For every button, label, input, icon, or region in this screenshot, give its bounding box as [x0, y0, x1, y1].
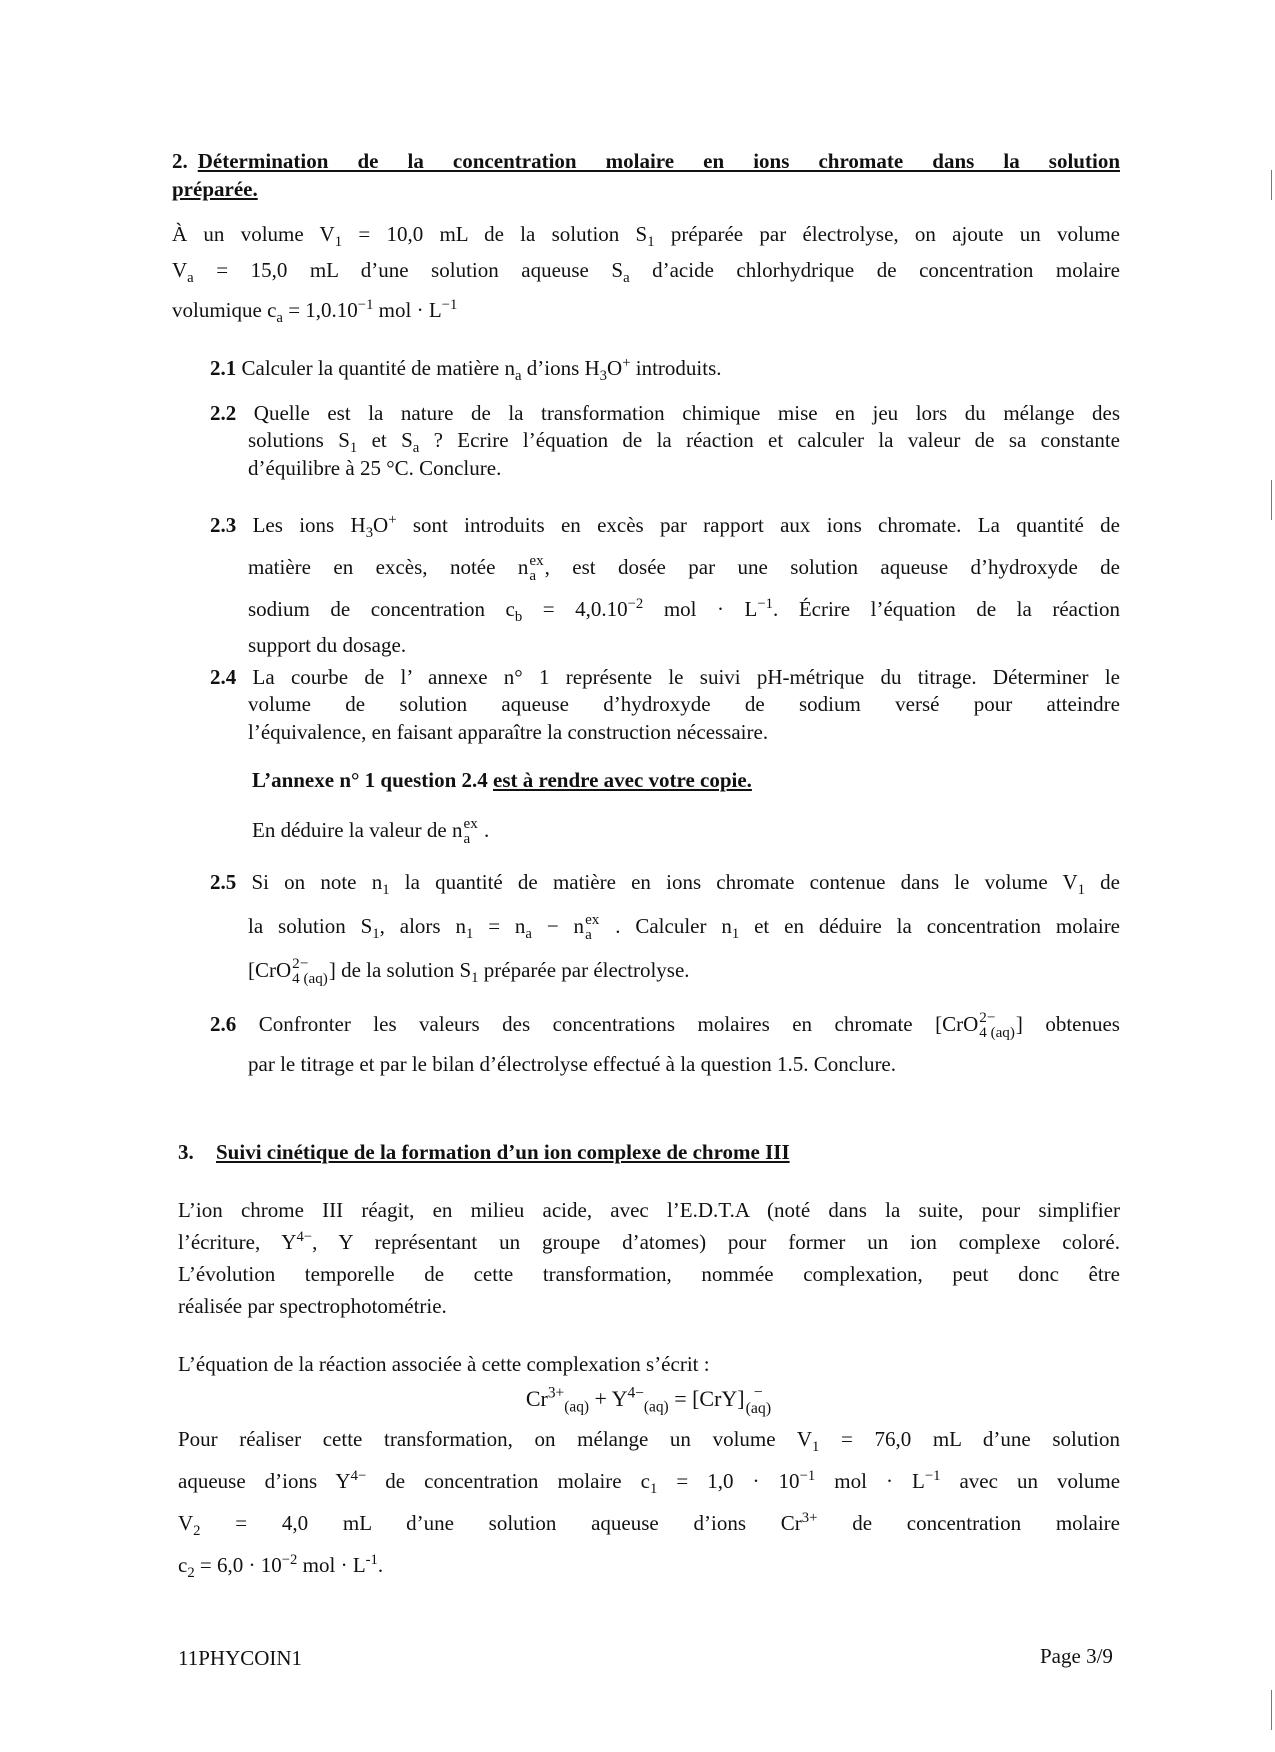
question-text: ] de la solution S — [328, 958, 472, 982]
question-text: ] obtenues — [1015, 1012, 1120, 1036]
sub: (aq) — [564, 1398, 590, 1416]
sub: (aq) — [745, 1399, 772, 1417]
section-3-heading — [178, 1138, 1120, 1166]
question-text: d’équilibre à 25 °C. Conclure. — [248, 455, 502, 480]
intro-text: mol · L — [373, 298, 442, 322]
paragraph-text: L’équation de la réaction associée à cette complexation s’écrit : — [178, 1352, 710, 1376]
paragraph-text: de concentration molaire c — [366, 1469, 650, 1493]
question-text: la solution S — [248, 914, 373, 938]
sup: ex — [463, 816, 478, 833]
question-text: ? Ecrire l’équation de la réaction et calculer la valeur de sa constante — [419, 428, 1120, 453]
question-text: , est dosée par une solution aqueuse d’hydroxyde de — [544, 555, 1121, 579]
question-2-5 — [210, 860, 1120, 992]
sup: −1 — [924, 1468, 941, 1484]
paragraph-text: l’écriture, Y — [178, 1230, 297, 1254]
question-text: la quantité de matière en ions chromate contenue dans le volume V — [389, 870, 1078, 894]
question-2-6 — [210, 1004, 1120, 1084]
question-number: 2.5 — [210, 870, 237, 894]
paragraph-text: = 6,0 · 10 — [194, 1553, 282, 1577]
paragraph-text: mol · L — [815, 1469, 925, 1493]
intro-text: volumique c — [172, 298, 277, 322]
section-3-title: Suivi cinétique de la formation d’un ion complexe de chrome III — [216, 1140, 790, 1164]
question-2-1 — [210, 352, 1120, 385]
equation-text: Cr — [525, 1386, 548, 1411]
paragraph-text: avec un volume — [940, 1469, 1121, 1493]
sub: a — [276, 310, 283, 327]
sup: −1 — [799, 1468, 816, 1484]
question-text: Quelle est la nature de la transformation chimique mise en jeu lors du mélange des — [236, 401, 1120, 425]
deduce-line — [252, 814, 1120, 847]
complexation-equation — [178, 1382, 1120, 1417]
sub: 1 — [334, 234, 343, 251]
annexe-text: L’annexe n° 1 question 2.4 — [252, 768, 494, 792]
sub: 3 — [599, 368, 608, 385]
section-3-paragraph-2 — [178, 1348, 1120, 1381]
question-text: . Calculer n — [600, 914, 732, 938]
question-text: sont introduits en excès par rapport aux ions chromate. La quantité de — [396, 513, 1120, 537]
sup: −2 — [281, 1552, 298, 1568]
question-text: matière en excès, notée n — [248, 555, 529, 579]
stacked-index — [585, 913, 599, 943]
sup: −1 — [357, 297, 374, 313]
sub: a — [529, 568, 537, 585]
question-number: 2.6 — [210, 1012, 237, 1036]
question-number: 2.2 — [210, 401, 237, 425]
paragraph-text: réalisée par spectrophotométrie. — [178, 1294, 447, 1318]
sup: 2− — [292, 956, 309, 973]
section-2-number: 2. — [172, 149, 188, 173]
question-text: = n — [473, 914, 526, 938]
sup: -1 — [365, 1552, 378, 1568]
intro-text: = 15,0 mL d’une solution aqueuse S — [193, 258, 624, 282]
sub: 1 — [382, 882, 390, 899]
paragraph-text: = 4,0 mL d’une solution aqueuse d’ions Cr — [200, 1511, 802, 1535]
question-text: La courbe de l’ annexe n° 1 représente le suivi pH-métrique du titrage. Déterminer le — [236, 665, 1120, 689]
intro-text: d’acide chlorhydrique de concentration molaire — [629, 258, 1121, 282]
sub: a — [525, 926, 532, 943]
sub: 1 — [1077, 882, 1085, 899]
paragraph-text: mol · L — [297, 1553, 366, 1577]
annexe-text-underlined: est à rendre avec votre copie. — [493, 768, 752, 792]
question-text: Confronter les valeurs des concentrations molaires en chromate [CrO — [236, 1012, 979, 1036]
sub: a — [463, 831, 471, 848]
sup: 4− — [296, 1229, 313, 1245]
sub: b — [514, 609, 523, 626]
sub: 2 — [187, 1565, 195, 1582]
sup: 3+ — [547, 1384, 565, 1402]
question-2-3 — [210, 504, 1120, 660]
question-number: 2.4 — [210, 665, 237, 689]
paragraph-text: V — [178, 1511, 194, 1535]
deduce-text: En déduire la valeur de n — [252, 818, 463, 842]
equation-text: + Y — [589, 1386, 628, 1411]
paragraph-text: = 1,0 · 10 — [657, 1469, 800, 1493]
sub: 1 — [649, 1481, 658, 1498]
stacked-index — [529, 554, 543, 584]
sup: + — [622, 355, 631, 371]
sub: 1 — [471, 970, 479, 987]
question-number: 2.3 — [210, 513, 237, 537]
paragraph-text: = 76,0 mL d’une solution — [819, 1427, 1121, 1451]
intro-text: préparée par électrolyse, on ajoute un volume — [654, 222, 1120, 246]
paragraph-text: L’évolution temporelle de cette transformation, nommée complexation, peut donc être — [178, 1262, 1120, 1286]
question-text: [CrO — [248, 958, 292, 982]
question-text: − n — [531, 914, 585, 938]
sub: a — [585, 927, 592, 944]
sub: a — [623, 270, 630, 287]
intro-text: À un volume V — [172, 222, 335, 246]
sup: −1 — [757, 596, 774, 612]
paragraph-text: . — [377, 1553, 384, 1577]
sup: −2 — [627, 596, 644, 612]
question-text: l’équivalence, en faisant apparaître la construction nécessaire. — [248, 719, 769, 744]
sub: 1 — [349, 440, 358, 457]
sub: 2 — [193, 1523, 201, 1540]
sup: 4− — [350, 1468, 367, 1484]
footer-page-number: Page 3/9 — [1040, 1644, 1113, 1668]
question-text: support du dosage. — [248, 633, 407, 657]
paragraph-text: L’ion chrome III réagit, en milieu acide, avec l’E.D.T.A (noté dans la suite, pour simplifier — [178, 1198, 1120, 1222]
deduce-text: . — [478, 818, 490, 842]
sub: a — [187, 270, 194, 287]
question-text: mol · L — [643, 597, 758, 621]
sub: (aq) — [643, 1398, 669, 1416]
paragraph-text: aqueuse d’ions Y — [178, 1469, 351, 1493]
question-2-2 — [210, 400, 1120, 482]
question-text: , alors n — [379, 914, 466, 938]
sub: 1 — [812, 1439, 820, 1456]
scan-mark — [1271, 480, 1272, 520]
question-text: solutions S — [248, 428, 350, 453]
question-2-4 — [210, 664, 1120, 746]
paragraph-text: Pour réaliser cette transformation, on mélange un volume V — [178, 1427, 812, 1451]
section-3-paragraph-3 — [178, 1418, 1120, 1586]
sup: ex — [585, 912, 600, 929]
sub: 3 — [365, 525, 374, 542]
sub: 1 — [465, 926, 474, 943]
section-2-title-line2: préparée. — [172, 177, 258, 202]
sup: −1 — [441, 297, 458, 313]
question-text: . Écrire l’équation de la réaction — [773, 597, 1120, 621]
stacked-index — [464, 817, 478, 847]
question-text: = 4,0.10 — [522, 597, 628, 621]
sup: 2− — [979, 1010, 996, 1027]
section-3-paragraph-1 — [178, 1194, 1120, 1322]
sup: − — [753, 1384, 763, 1402]
intro-text: = 10,0 mL de la solution S — [342, 222, 648, 246]
question-text: et S — [357, 428, 413, 453]
stacked-index — [979, 1011, 1015, 1041]
question-text: introduits. — [630, 356, 722, 380]
question-text: et en déduire la concentration molaire — [739, 914, 1121, 938]
section-2-intro — [172, 216, 1120, 328]
question-text: de — [1084, 870, 1120, 894]
paragraph-text: , Y représentant un groupe d’atomes) pour former un ion complexe coloré. — [312, 1230, 1120, 1254]
question-text: préparée par électrolyse. — [478, 958, 690, 982]
question-text: O — [373, 513, 389, 537]
section-2-heading — [172, 147, 1120, 204]
scan-mark — [1271, 170, 1272, 200]
question-text: volume de solution aqueuse d’hydroxyde de sodium versé pour atteindre — [248, 692, 1120, 717]
sub: a — [514, 368, 522, 385]
sub: 4 (aq) — [292, 971, 328, 988]
stacked-index — [746, 1385, 771, 1417]
question-text: sodium de concentration c — [248, 597, 515, 621]
stacked-index — [292, 957, 328, 987]
sup: + — [388, 512, 397, 528]
sub: 1 — [372, 926, 380, 943]
paragraph-text: de concentration molaire — [817, 1511, 1120, 1535]
question-text: d’ions H — [521, 356, 600, 380]
sub: 1 — [647, 234, 655, 251]
question-text: Si on note n — [236, 870, 383, 894]
section-3-number: 3. — [178, 1140, 194, 1164]
question-text: O — [607, 356, 623, 380]
question-text: par le titrage et par le bilan d’électrolyse effectué à la question 1.5. Conclure. — [248, 1052, 897, 1076]
paragraph-text: c — [178, 1553, 188, 1577]
question-text: Calculer la quantité de matière n — [236, 356, 515, 380]
equation-text: = [CrY] — [668, 1386, 745, 1411]
question-number: 2.1 — [210, 356, 237, 380]
sup: 4− — [627, 1384, 644, 1402]
sup: 3+ — [801, 1510, 818, 1526]
question-text: Les ions H — [236, 513, 366, 537]
footer-code: 11PHYCOIN1 — [178, 1646, 303, 1670]
annexe-note — [252, 764, 1120, 797]
sub: a — [412, 440, 420, 457]
scan-mark — [1271, 1690, 1272, 1730]
sub: 4 (aq) — [979, 1025, 1015, 1042]
sub: 1 — [731, 926, 740, 943]
section-2-title-line1: Détermination de la concentration molaire en ions chromate dans la solution — [197, 149, 1120, 173]
intro-text: V — [172, 258, 188, 282]
intro-text: = 1,0.10 — [282, 298, 358, 322]
sup: ex — [529, 553, 544, 570]
